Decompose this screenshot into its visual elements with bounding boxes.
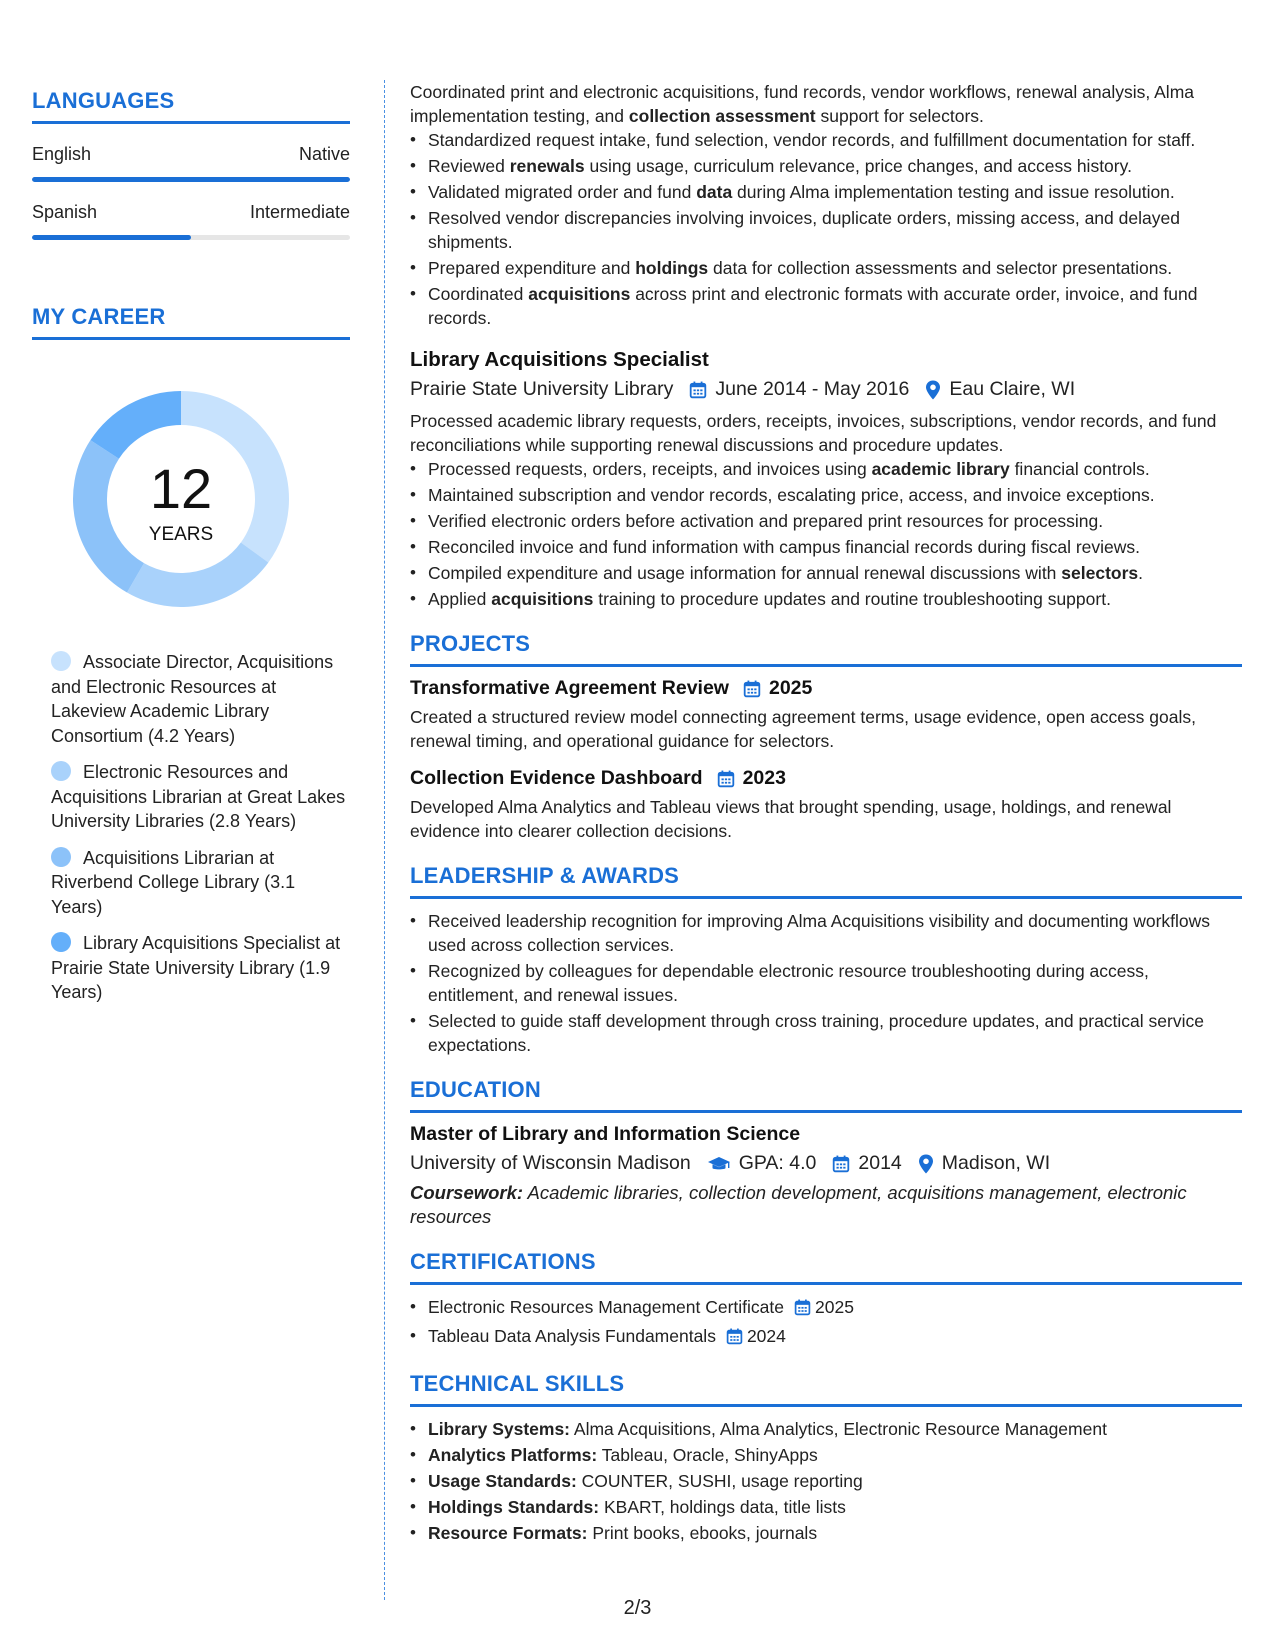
prev-job-summary: Coordinated print and electronic acquisitions, fund records, vendor workflows, renewal analysis, Alma implementation testing, and collection assessment support for selectors. <box>410 82 1195 126</box>
education-meta <box>410 1152 1242 1175</box>
coursework: Coursework: Academic libraries, collection development, acquisitions management, electronic resources <box>410 1182 1187 1227</box>
gpa: GPA: 4.0 <box>738 1152 817 1174</box>
project-year: 2023 <box>742 767 786 789</box>
prev-job-bullet: • Standardized request intake, fund selection, vendor records, and fulfillment documentation for staff. <box>410 128 1242 152</box>
skills-heading: TECHNICAL SKILLS <box>410 1371 1242 1407</box>
total-years-unit: YEARS <box>148 524 214 545</box>
career-heading: MY CAREER <box>32 304 350 340</box>
certifications-list <box>410 1295 1242 1351</box>
location-pin-icon <box>925 380 941 400</box>
project-title <box>410 767 1242 790</box>
prev-job-bullet: • Resolved vendor discrepancies involving invoices, duplicate orders, missing access, and delayed shipments. <box>410 206 1242 254</box>
page-number: 2/3 <box>623 1597 652 1619</box>
education-heading: EDUCATION <box>410 1077 1242 1113</box>
language-name: Spanish <box>32 202 98 222</box>
job-bullet: • Reconciled invoice and fund information with campus financial records during fiscal reviews. <box>410 535 1242 559</box>
skill-label: Analytics Platforms: <box>428 1445 598 1465</box>
column-divider <box>384 80 385 1600</box>
language-level: Native <box>298 144 350 164</box>
job-bullet: • Applied acquisitions training to procedure updates and routine troubleshooting support. <box>410 587 1242 611</box>
skill-label: Usage Standards: <box>428 1471 577 1491</box>
award-item: • Selected to guide staff development through cross training, procedure updates, and practical service expectations. <box>410 1009 1242 1057</box>
skill-label: Holdings Standards: <box>428 1497 600 1517</box>
certification-year: 2025 <box>815 1297 854 1317</box>
language-proficiency-fill <box>32 177 350 182</box>
award-item: • Recognized by colleagues for dependable electronic resource troubleshooting during access, entitlement, and renewal issues. <box>410 959 1242 1007</box>
awards-heading: LEADERSHIP & AWARDS <box>410 863 1242 899</box>
skill-value: KBART, holdings data, title lists <box>599 1497 846 1517</box>
job-bullet: • Processed requests, orders, receipts, and invoices using academic library financial controls. <box>410 457 1242 481</box>
career-donut-chart <box>66 384 296 614</box>
calendar-icon <box>794 1298 811 1322</box>
skill-label: Resource Formats: <box>428 1523 588 1543</box>
main-content <box>410 80 1242 1547</box>
job-bullet: • Maintained subscription and vendor records, escalating price, access, and invoice exceptions. <box>410 483 1242 507</box>
projects-list <box>410 677 1242 843</box>
language-proficiency-bar <box>32 235 350 240</box>
legend-label: Electronic Resources and Acquisitions Librarian at Great Lakes University Libraries (2.8 Years) <box>51 762 346 831</box>
skill-item <box>410 1417 1242 1441</box>
career-legend-item <box>51 760 350 834</box>
language-proficiency-bar <box>32 177 350 182</box>
graduation-year: 2014 <box>858 1152 902 1174</box>
job-bullet: • Compiled expenditure and usage information for annual renewal discussions with selectors. <box>410 561 1242 585</box>
career-legend-item <box>51 931 350 1005</box>
skill-item <box>410 1521 1242 1545</box>
career-legend-item <box>51 650 350 748</box>
certification-item <box>410 1324 1242 1351</box>
location-pin-icon <box>918 1154 934 1174</box>
legend-dot <box>51 651 71 671</box>
legend-dot <box>51 847 71 867</box>
skill-item <box>410 1495 1242 1519</box>
job-bullet: • Verified electronic orders before activation and prepared print resources for processing. <box>410 509 1242 533</box>
graduation-cap-icon <box>707 1156 731 1172</box>
legend-label: Library Acquisitions Specialist at Prairie State University Library (1.9 Years) <box>51 933 341 1002</box>
skill-value: Alma Acquisitions, Alma Analytics, Electronic Resource Management <box>570 1419 1107 1439</box>
job-dates: June 2014 - May 2016 <box>715 378 910 400</box>
calendar-icon <box>743 680 761 698</box>
career-legend <box>32 650 350 1005</box>
legend-dot <box>51 761 71 781</box>
school-name: University of Wisconsin Madison <box>410 1152 691 1174</box>
legend-label: Acquisitions Librarian at Riverbend College Library (3.1 Years) <box>51 847 296 917</box>
prev-job-bullet: • Prepared expenditure and holdings data for collection assessments and selector presentations. <box>410 256 1242 280</box>
language-name: English <box>32 144 92 164</box>
prev-job-bullet: • Coordinated acquisitions across print and electronic formats with accurate order, invoice, and fund records. <box>410 282 1242 330</box>
certification-item <box>410 1295 1242 1322</box>
project-name: Transformative Agreement Review <box>410 677 729 699</box>
calendar-icon <box>832 1155 850 1173</box>
job-location: Eau Claire, WI <box>949 378 1076 400</box>
total-years-value: 12 <box>149 457 213 520</box>
job-summary: Processed academic library requests, orders, receipts, invoices, subscriptions, vendor records, and fund reconciliations while supporting renewal discussions and procedure updates. <box>410 411 1217 455</box>
certification-year: 2024 <box>746 1326 786 1346</box>
school-location: Madison, WI <box>941 1152 1051 1174</box>
skills-list <box>410 1417 1242 1545</box>
donut-slice <box>90 391 181 459</box>
award-item: • Received leadership recognition for improving Alma Acquisitions visibility and documenting workflows used across collection services. <box>410 909 1242 957</box>
certification-name: Electronic Resources Management Certificate <box>428 1297 784 1317</box>
calendar-icon <box>689 381 707 399</box>
certification-name: Tableau Data Analysis Fundamentals <box>428 1326 716 1346</box>
prev-job-bullets <box>410 128 1242 330</box>
job-org: Prairie State University Library <box>410 378 674 400</box>
skill-item <box>410 1469 1242 1493</box>
projects-heading: PROJECTS <box>410 631 1242 667</box>
skill-value: COUNTER, SUSHI, usage reporting <box>576 1471 863 1491</box>
prev-job-bullet: • Validated migrated order and fund data during Alma implementation testing and issue resolution. <box>410 180 1242 204</box>
calendar-icon <box>717 770 735 788</box>
skill-value: Print books, ebooks, journals <box>587 1523 818 1543</box>
certifications-heading: CERTIFICATIONS <box>410 1249 1242 1285</box>
job-bullets <box>410 457 1242 611</box>
career-legend-item <box>51 846 350 920</box>
legend-label: Associate Director, Acquisitions and Electronic Resources at Lakeview Academic Library Consortium (4.2 Years) <box>51 652 334 746</box>
language-row <box>32 144 350 165</box>
languages-list <box>32 144 350 240</box>
project-year: 2025 <box>768 677 813 699</box>
job-meta <box>410 378 1242 401</box>
language-proficiency-fill <box>32 235 191 240</box>
project-description: Developed Alma Analytics and Tableau views that brought spending, usage, holdings, and renewal evidence into clearer collection decisions. <box>410 797 1172 841</box>
skill-label: Library Systems: <box>428 1419 571 1439</box>
degree-title: Master of Library and Information Science <box>410 1123 801 1145</box>
prev-job-bullet: • Reviewed renewals using usage, curriculum relevance, price changes, and access history. <box>410 154 1242 178</box>
skill-item <box>410 1443 1242 1467</box>
job-title: Library Acquisitions Specialist <box>410 348 709 371</box>
project-title <box>410 677 1242 700</box>
skill-value: Tableau, Oracle, ShinyApps <box>597 1445 818 1465</box>
languages-heading: LANGUAGES <box>32 88 350 124</box>
legend-dot <box>51 932 71 952</box>
project-description: Created a structured review model connecting agreement terms, usage evidence, open access goals, renewal timing, and operational guidance for selectors. <box>410 707 1196 751</box>
language-row <box>32 202 350 223</box>
awards-list <box>410 909 1242 1057</box>
project-name: Collection Evidence Dashboard <box>410 767 703 789</box>
calendar-icon <box>726 1327 743 1351</box>
donut-slice <box>127 542 268 607</box>
sidebar <box>32 88 350 1017</box>
language-level: Intermediate <box>249 202 350 222</box>
